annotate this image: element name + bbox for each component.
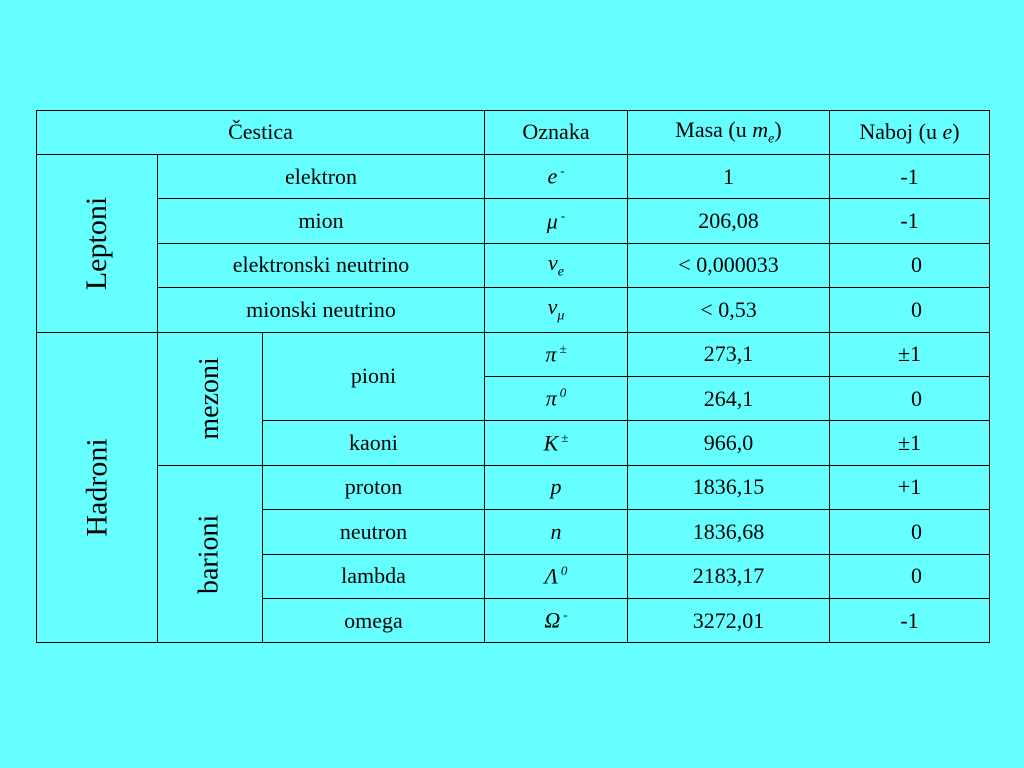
symbol-main: n (550, 518, 562, 544)
particle-mass: 966,0 (628, 421, 830, 465)
particle-mass: 1836,15 (628, 465, 830, 509)
symbol-main: K (543, 430, 559, 456)
particle-mass: < 0,53 (628, 288, 830, 332)
table-header-row (37, 111, 990, 155)
symbol-sup: - (563, 607, 568, 623)
particle-charge: 0 (830, 554, 990, 598)
particle-symbol (485, 155, 628, 199)
table-row (37, 332, 990, 376)
particle-mass: 3272,01 (628, 598, 830, 642)
header-mass-prefix: Masa (u (675, 117, 753, 143)
particle-name: mionski neutrino (158, 288, 485, 332)
symbol-main: ν (547, 294, 558, 320)
particle-mass: 1836,68 (628, 510, 830, 554)
symbol-main: π (545, 341, 557, 367)
header-mass (628, 111, 830, 155)
symbol-main: Ω (544, 607, 561, 633)
particle-name: elektron (158, 155, 485, 199)
particle-mass: < 0,000033 (628, 243, 830, 287)
particle-charge: ±1 (830, 332, 990, 376)
group-leptons (37, 155, 158, 333)
particle-charge: ±1 (830, 421, 990, 465)
header-mass-unit-sub: e (768, 131, 775, 147)
header-mass-suffix: ) (774, 117, 782, 143)
header-charge-suffix: ) (952, 119, 960, 145)
header-charge-prefix: Naboj (u (859, 119, 943, 145)
symbol-main: e (547, 163, 558, 189)
particle-name: mion (158, 199, 485, 243)
particle-charge: 0 (830, 376, 990, 420)
particle-symbol (485, 199, 628, 243)
particle-symbol (485, 554, 628, 598)
symbol-sup: ± (561, 429, 569, 445)
particle-symbol (485, 376, 628, 420)
particle-charge: 0 (830, 243, 990, 287)
particle-symbol (485, 421, 628, 465)
symbol-sup: - (560, 163, 565, 179)
particle-charge: -1 (830, 199, 990, 243)
table-row (37, 243, 990, 287)
particle-name: lambda (263, 554, 485, 598)
symbol-main: μ (546, 208, 558, 234)
particle-mass: 273,1 (628, 332, 830, 376)
symbol-sup: - (560, 207, 566, 223)
particle-symbol (485, 510, 628, 554)
particle-name: neutron (263, 510, 485, 554)
group-baryons-label: barioni (193, 514, 225, 594)
particle-table (36, 110, 990, 643)
group-hadrons-label: Hadroni (80, 438, 114, 537)
header-charge (830, 111, 990, 155)
particle-name-pions: pioni (263, 332, 485, 421)
group-hadrons (37, 332, 158, 643)
particle-symbol (485, 288, 628, 332)
symbol-sup: 0 (559, 385, 567, 401)
header-mass-unit: m (752, 117, 769, 143)
particle-charge: -1 (830, 598, 990, 642)
symbol-main: π (545, 385, 557, 411)
particle-symbol (485, 465, 628, 509)
particle-charge: 0 (830, 288, 990, 332)
symbol-main: p (550, 474, 562, 500)
group-leptons-label: Leptoni (80, 196, 114, 290)
symbol-sub: μ (557, 308, 565, 324)
group-mesons-label: mezoni (193, 357, 225, 440)
particle-charge: 0 (830, 510, 990, 554)
table-row (37, 465, 990, 509)
particle-symbol (485, 332, 628, 376)
particle-mass: 2183,17 (628, 554, 830, 598)
particle-mass: 1 (628, 155, 830, 199)
particle-name: omega (263, 598, 485, 642)
symbol-sup: 0 (560, 562, 568, 578)
particle-charge: +1 (830, 465, 990, 509)
particle-mass: 206,08 (628, 199, 830, 243)
header-charge-unit: e (942, 119, 953, 145)
header-particle: Čestica (37, 111, 485, 155)
particle-name: kaoni (263, 421, 485, 465)
particle-symbol (485, 598, 628, 642)
particle-name: proton (263, 465, 485, 509)
table-row (37, 155, 990, 199)
particle-mass: 264,1 (628, 376, 830, 420)
symbol-sub: e (557, 264, 564, 280)
particle-charge: -1 (830, 155, 990, 199)
particle-name: elektronski neutrino (158, 243, 485, 287)
table-row (37, 199, 990, 243)
table-row (37, 288, 990, 332)
group-baryons (158, 465, 263, 643)
symbol-main: Λ (544, 563, 558, 589)
header-symbol: Oznaka (485, 111, 628, 155)
symbol-sup: ± (559, 341, 567, 356)
group-mesons (158, 332, 263, 465)
symbol-main: ν (548, 250, 558, 276)
particle-symbol (485, 243, 628, 287)
